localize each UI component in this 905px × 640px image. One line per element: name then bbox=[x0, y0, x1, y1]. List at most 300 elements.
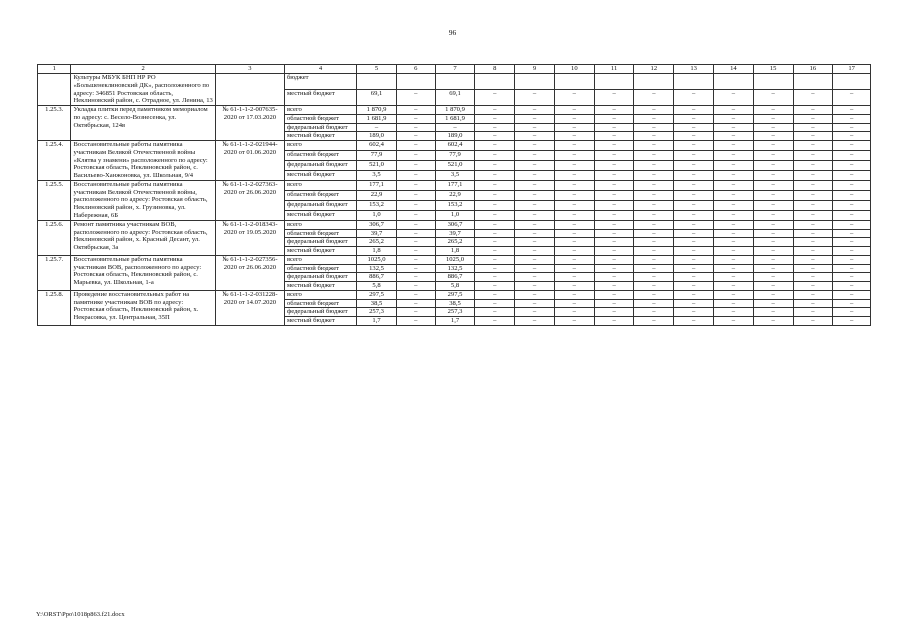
year-amount-cell: – bbox=[475, 123, 515, 132]
amount-cell: – bbox=[396, 290, 435, 299]
amount-cell: – bbox=[396, 161, 435, 171]
year-amount-cell: – bbox=[634, 220, 674, 229]
year-amount-cell: – bbox=[674, 229, 714, 238]
year-amount-cell: – bbox=[515, 238, 555, 247]
year-amount-cell: – bbox=[793, 132, 833, 141]
year-amount-cell: – bbox=[594, 255, 634, 264]
header-cell: 7 bbox=[435, 65, 475, 74]
funding-source: местный бюджет bbox=[284, 247, 356, 256]
amount-cell: 5,8 bbox=[357, 282, 397, 291]
year-amount-cell: – bbox=[515, 151, 555, 161]
year-amount-cell: – bbox=[674, 238, 714, 247]
amount-cell: 265,2 bbox=[435, 238, 475, 247]
amount-cell: 132,5 bbox=[435, 264, 475, 273]
year-amount-cell: – bbox=[833, 210, 871, 220]
year-amount-cell: – bbox=[594, 210, 634, 220]
year-amount-cell: – bbox=[793, 90, 833, 106]
amount-cell bbox=[357, 74, 397, 90]
amount-cell: 1 681,9 bbox=[357, 114, 397, 123]
year-amount-cell: – bbox=[594, 200, 634, 210]
year-amount-cell: – bbox=[793, 238, 833, 247]
year-amount-cell: – bbox=[554, 238, 594, 247]
year-amount-cell: – bbox=[833, 123, 871, 132]
year-amount-cell: – bbox=[475, 282, 515, 291]
year-amount-cell: – bbox=[793, 200, 833, 210]
amount-cell: 1 870,9 bbox=[435, 106, 475, 115]
year-amount-cell: – bbox=[475, 255, 515, 264]
year-amount-cell: – bbox=[594, 141, 634, 151]
year-amount-cell: – bbox=[793, 106, 833, 115]
amount-cell: 189,0 bbox=[435, 132, 475, 141]
year-amount-cell: – bbox=[753, 114, 793, 123]
year-amount-cell: – bbox=[554, 308, 594, 317]
amount-cell: – bbox=[396, 317, 435, 326]
year-amount-cell: – bbox=[554, 290, 594, 299]
item-description: Восстановительные работы памятника участникам ВОВ, расположенного по адресу: Ростовская область, Неклиновский район, с. Марьевка, ул. Школьная, 1-а bbox=[71, 255, 215, 290]
year-amount-cell: – bbox=[793, 180, 833, 190]
year-amount-cell: – bbox=[753, 90, 793, 106]
amount-cell: 177,1 bbox=[435, 180, 475, 190]
table-row bbox=[38, 290, 871, 299]
item-number: 1.25.3. bbox=[38, 106, 71, 141]
year-amount-cell: – bbox=[594, 132, 634, 141]
year-amount-cell bbox=[594, 74, 634, 90]
year-amount-cell: – bbox=[594, 238, 634, 247]
year-amount-cell: – bbox=[714, 255, 754, 264]
item-description: Культуры МБУК БНП НР РО «Большенеклиновский ДК», расположенного по адресу: 346851 Ростовская область, Неклиновский район, с. Отрадное, ул. Ленина, 13 bbox=[71, 74, 215, 106]
amount-cell bbox=[396, 74, 435, 90]
year-amount-cell: – bbox=[793, 210, 833, 220]
year-amount-cell bbox=[753, 74, 793, 90]
year-amount-cell: – bbox=[753, 317, 793, 326]
amount-cell: 3,5 bbox=[435, 170, 475, 180]
year-amount-cell: – bbox=[475, 264, 515, 273]
year-amount-cell: – bbox=[634, 114, 674, 123]
year-amount-cell: – bbox=[753, 220, 793, 229]
amount-cell: 1,8 bbox=[435, 247, 475, 256]
year-amount-cell: – bbox=[475, 299, 515, 308]
year-amount-cell: – bbox=[793, 308, 833, 317]
year-amount-cell: – bbox=[594, 308, 634, 317]
year-amount-cell: – bbox=[753, 308, 793, 317]
year-amount-cell: – bbox=[833, 180, 871, 190]
item-description: Ремонт памятника участникам ВОВ, расположенного по адресу: Ростовская область, Неклиновский район, х. Красный Десант, ул. Октябрьская, 3а bbox=[71, 220, 215, 255]
year-amount-cell: – bbox=[753, 180, 793, 190]
year-amount-cell: – bbox=[674, 317, 714, 326]
year-amount-cell: – bbox=[714, 282, 754, 291]
year-amount-cell: – bbox=[475, 317, 515, 326]
header-cell: 9 bbox=[515, 65, 555, 74]
year-amount-cell: – bbox=[594, 106, 634, 115]
year-amount-cell: – bbox=[753, 132, 793, 141]
amount-cell: 297,5 bbox=[357, 290, 397, 299]
year-amount-cell: – bbox=[594, 90, 634, 106]
year-amount-cell: – bbox=[833, 229, 871, 238]
year-amount-cell: – bbox=[674, 273, 714, 282]
year-amount-cell: – bbox=[793, 255, 833, 264]
year-amount-cell bbox=[714, 74, 754, 90]
funding-source: местный бюджет bbox=[284, 90, 356, 106]
header-cell: 16 bbox=[793, 65, 833, 74]
funding-source: местный бюджет bbox=[284, 282, 356, 291]
funding-source: местный бюджет bbox=[284, 170, 356, 180]
year-amount-cell: – bbox=[554, 132, 594, 141]
item-number: 1.25.5. bbox=[38, 180, 71, 220]
year-amount-cell: – bbox=[634, 123, 674, 132]
year-amount-cell: – bbox=[475, 114, 515, 123]
amount-cell: 153,2 bbox=[435, 200, 475, 210]
year-amount-cell: – bbox=[515, 132, 555, 141]
year-amount-cell: – bbox=[753, 255, 793, 264]
header-cell: 6 bbox=[396, 65, 435, 74]
year-amount-cell: – bbox=[475, 151, 515, 161]
item-registry-code: № 61-1-1-2-021944-2020 от 01.06.2020 bbox=[215, 141, 284, 181]
header-cell: 1 bbox=[38, 65, 71, 74]
amount-cell: – bbox=[396, 151, 435, 161]
year-amount-cell: – bbox=[753, 273, 793, 282]
year-amount-cell: – bbox=[515, 161, 555, 171]
year-amount-cell: – bbox=[714, 229, 754, 238]
amount-cell: – bbox=[396, 180, 435, 190]
amount-cell: 886,7 bbox=[357, 273, 397, 282]
header-cell: 17 bbox=[833, 65, 871, 74]
year-amount-cell: – bbox=[554, 255, 594, 264]
amount-cell: – bbox=[396, 273, 435, 282]
year-amount-cell: – bbox=[515, 114, 555, 123]
year-amount-cell: – bbox=[714, 273, 754, 282]
amount-cell: 5,8 bbox=[435, 282, 475, 291]
year-amount-cell: – bbox=[833, 264, 871, 273]
header-cell: 11 bbox=[594, 65, 634, 74]
year-amount-cell: – bbox=[594, 282, 634, 291]
amount-cell: 306,7 bbox=[357, 220, 397, 229]
item-description: Восстановительные работы памятника участникам Великой Отечественной войны, расположенного по адресу: Ростовская область, Неклиновский район, х. Грузиновка, ул. Набережная, 6Б bbox=[71, 180, 215, 220]
header-cell: 5 bbox=[357, 65, 397, 74]
amount-cell: 177,1 bbox=[357, 180, 397, 190]
amount-cell: 265,2 bbox=[357, 238, 397, 247]
year-amount-cell: – bbox=[634, 317, 674, 326]
year-amount-cell: – bbox=[753, 282, 793, 291]
year-amount-cell: – bbox=[674, 190, 714, 200]
year-amount-cell: – bbox=[594, 220, 634, 229]
year-amount-cell: – bbox=[594, 264, 634, 273]
year-amount-cell: – bbox=[833, 273, 871, 282]
year-amount-cell bbox=[833, 74, 871, 90]
year-amount-cell: – bbox=[753, 106, 793, 115]
year-amount-cell: – bbox=[594, 299, 634, 308]
amount-cell: 1 870,9 bbox=[357, 106, 397, 115]
year-amount-cell: – bbox=[714, 114, 754, 123]
year-amount-cell: – bbox=[594, 170, 634, 180]
funding-source: федеральный бюджет bbox=[284, 238, 356, 247]
year-amount-cell: – bbox=[833, 114, 871, 123]
amount-cell: 22,9 bbox=[357, 190, 397, 200]
year-amount-cell: – bbox=[674, 170, 714, 180]
year-amount-cell: – bbox=[554, 200, 594, 210]
year-amount-cell: – bbox=[833, 308, 871, 317]
year-amount-cell: – bbox=[594, 114, 634, 123]
budget-table bbox=[37, 64, 871, 326]
year-amount-cell: – bbox=[634, 282, 674, 291]
amount-cell: 257,3 bbox=[357, 308, 397, 317]
year-amount-cell: – bbox=[634, 247, 674, 256]
amount-cell: – bbox=[396, 90, 435, 106]
year-amount-cell: – bbox=[714, 190, 754, 200]
year-amount-cell: – bbox=[594, 247, 634, 256]
year-amount-cell: – bbox=[753, 299, 793, 308]
year-amount-cell: – bbox=[554, 220, 594, 229]
year-amount-cell: – bbox=[515, 247, 555, 256]
year-amount-cell: – bbox=[554, 317, 594, 326]
funding-source: федеральный бюджет bbox=[284, 161, 356, 171]
year-amount-cell: – bbox=[833, 200, 871, 210]
year-amount-cell: – bbox=[793, 247, 833, 256]
year-amount-cell: – bbox=[515, 220, 555, 229]
header-cell: 8 bbox=[475, 65, 515, 74]
year-amount-cell: – bbox=[793, 220, 833, 229]
year-amount-cell: – bbox=[714, 220, 754, 229]
item-description: Укладка плитки перед памятником мемориалом по адресу: с. Весело-Вознесенка, ул. Октябрьская, 124в bbox=[71, 106, 215, 141]
year-amount-cell: – bbox=[714, 299, 754, 308]
year-amount-cell: – bbox=[515, 200, 555, 210]
year-amount-cell: – bbox=[634, 90, 674, 106]
year-amount-cell: – bbox=[475, 247, 515, 256]
amount-cell: – bbox=[396, 247, 435, 256]
year-amount-cell: – bbox=[634, 299, 674, 308]
year-amount-cell: – bbox=[753, 141, 793, 151]
year-amount-cell: – bbox=[714, 170, 754, 180]
amount-cell: 77,9 bbox=[357, 151, 397, 161]
year-amount-cell: – bbox=[833, 299, 871, 308]
year-amount-cell: – bbox=[475, 161, 515, 171]
year-amount-cell: – bbox=[594, 317, 634, 326]
item-number: 1.25.8. bbox=[38, 290, 71, 325]
year-amount-cell: – bbox=[674, 180, 714, 190]
header-cell: 13 bbox=[674, 65, 714, 74]
year-amount-cell: – bbox=[554, 180, 594, 190]
year-amount-cell: – bbox=[833, 132, 871, 141]
item-registry-code: № 61-1-1-2-027356-2020 от 26.06.2020 bbox=[215, 255, 284, 290]
year-amount-cell: – bbox=[753, 247, 793, 256]
year-amount-cell: – bbox=[634, 290, 674, 299]
year-amount-cell: – bbox=[714, 161, 754, 171]
amount-cell: – bbox=[396, 299, 435, 308]
funding-source: областной бюджет bbox=[284, 151, 356, 161]
item-registry-code bbox=[215, 74, 284, 106]
item-description: Проведение восстановительных работ на памятнике участникам ВОВ по адресу: Ростовская область, Неклиновский район, х. Некрасовка, ул. Центральная, 35П bbox=[71, 290, 215, 325]
year-amount-cell: – bbox=[515, 299, 555, 308]
year-amount-cell bbox=[475, 74, 515, 90]
funding-source: бюджет bbox=[284, 74, 356, 90]
year-amount-cell: – bbox=[833, 290, 871, 299]
amount-cell: – bbox=[396, 229, 435, 238]
amount-cell: – bbox=[396, 308, 435, 317]
year-amount-cell: – bbox=[515, 264, 555, 273]
year-amount-cell: – bbox=[753, 190, 793, 200]
year-amount-cell: – bbox=[714, 151, 754, 161]
year-amount-cell: – bbox=[634, 238, 674, 247]
funding-source: федеральный бюджет bbox=[284, 200, 356, 210]
funding-source: всего bbox=[284, 290, 356, 299]
amount-cell: – bbox=[396, 210, 435, 220]
year-amount-cell: – bbox=[515, 282, 555, 291]
item-description: Восстановительные работы памятника участникам Великой Отечественной войны «Клятва у знамени» расположенного по адресу: Ростовская область, Неклиновский район, с. Васильево-Ханжоновка, ул. Школьная, 9/4 bbox=[71, 141, 215, 181]
amount-cell: – bbox=[396, 170, 435, 180]
item-registry-code: № 61-1-1-2-027363-2020 от 26.06.2020 bbox=[215, 180, 284, 220]
amount-cell: 521,0 bbox=[435, 161, 475, 171]
year-amount-cell: – bbox=[753, 238, 793, 247]
year-amount-cell: – bbox=[634, 229, 674, 238]
table-row bbox=[38, 141, 871, 151]
header-cell: 15 bbox=[753, 65, 793, 74]
year-amount-cell: – bbox=[475, 132, 515, 141]
table-row bbox=[38, 180, 871, 190]
funding-source: областной бюджет bbox=[284, 229, 356, 238]
amount-cell: 257,3 bbox=[435, 308, 475, 317]
amount-cell: – bbox=[396, 282, 435, 291]
year-amount-cell: – bbox=[793, 282, 833, 291]
year-amount-cell: – bbox=[753, 151, 793, 161]
amount-cell: – bbox=[396, 220, 435, 229]
year-amount-cell: – bbox=[634, 180, 674, 190]
year-amount-cell: – bbox=[674, 141, 714, 151]
item-number bbox=[38, 74, 71, 106]
year-amount-cell: – bbox=[515, 141, 555, 151]
year-amount-cell: – bbox=[833, 161, 871, 171]
year-amount-cell: – bbox=[554, 151, 594, 161]
table-row bbox=[38, 106, 871, 115]
amount-cell: – bbox=[435, 123, 475, 132]
header-cell: 10 bbox=[554, 65, 594, 74]
year-amount-cell: – bbox=[674, 255, 714, 264]
table-body bbox=[38, 65, 871, 326]
amount-cell: 39,7 bbox=[435, 229, 475, 238]
year-amount-cell: – bbox=[475, 220, 515, 229]
funding-source: федеральный бюджет bbox=[284, 273, 356, 282]
amount-cell: 69,1 bbox=[357, 90, 397, 106]
year-amount-cell: – bbox=[833, 220, 871, 229]
year-amount-cell: – bbox=[554, 106, 594, 115]
year-amount-cell: – bbox=[634, 255, 674, 264]
year-amount-cell: – bbox=[515, 273, 555, 282]
amount-cell: – bbox=[396, 238, 435, 247]
header-row bbox=[38, 65, 871, 74]
year-amount-cell: – bbox=[634, 264, 674, 273]
amount-cell: 306,7 bbox=[435, 220, 475, 229]
amount-cell bbox=[435, 74, 475, 90]
year-amount-cell: – bbox=[475, 290, 515, 299]
amount-cell: 22,9 bbox=[435, 190, 475, 200]
funding-source: всего bbox=[284, 220, 356, 229]
year-amount-cell: – bbox=[515, 90, 555, 106]
year-amount-cell: – bbox=[793, 273, 833, 282]
funding-source: всего bbox=[284, 180, 356, 190]
year-amount-cell: – bbox=[634, 106, 674, 115]
year-amount-cell: – bbox=[714, 317, 754, 326]
year-amount-cell: – bbox=[515, 210, 555, 220]
amount-cell: – bbox=[396, 106, 435, 115]
year-amount-cell: – bbox=[833, 106, 871, 115]
amount-cell: 189,0 bbox=[357, 132, 397, 141]
amount-cell: 1,0 bbox=[435, 210, 475, 220]
header-cell: 4 bbox=[284, 65, 356, 74]
year-amount-cell: – bbox=[674, 200, 714, 210]
year-amount-cell: – bbox=[594, 161, 634, 171]
amount-cell: – bbox=[396, 190, 435, 200]
year-amount-cell: – bbox=[753, 161, 793, 171]
year-amount-cell: – bbox=[793, 229, 833, 238]
year-amount-cell: – bbox=[833, 170, 871, 180]
year-amount-cell: – bbox=[475, 90, 515, 106]
year-amount-cell: – bbox=[475, 210, 515, 220]
year-amount-cell: – bbox=[515, 317, 555, 326]
year-amount-cell: – bbox=[714, 141, 754, 151]
year-amount-cell: – bbox=[793, 264, 833, 273]
amount-cell: 1,7 bbox=[357, 317, 397, 326]
year-amount-cell: – bbox=[674, 114, 714, 123]
table-row bbox=[38, 255, 871, 264]
amount-cell: – bbox=[396, 141, 435, 151]
year-amount-cell: – bbox=[714, 238, 754, 247]
item-number: 1.25.4. bbox=[38, 141, 71, 181]
year-amount-cell: – bbox=[793, 151, 833, 161]
amount-cell: 521,0 bbox=[357, 161, 397, 171]
amount-cell: 39,7 bbox=[357, 229, 397, 238]
year-amount-cell: – bbox=[674, 299, 714, 308]
funding-source: федеральный бюджет bbox=[284, 123, 356, 132]
year-amount-cell: – bbox=[753, 264, 793, 273]
year-amount-cell: – bbox=[793, 123, 833, 132]
year-amount-cell: – bbox=[833, 151, 871, 161]
year-amount-cell: – bbox=[515, 106, 555, 115]
year-amount-cell: – bbox=[634, 151, 674, 161]
year-amount-cell: – bbox=[475, 273, 515, 282]
funding-source: областной бюджет bbox=[284, 190, 356, 200]
year-amount-cell: – bbox=[554, 190, 594, 200]
year-amount-cell: – bbox=[634, 170, 674, 180]
amount-cell: 153,2 bbox=[357, 200, 397, 210]
year-amount-cell: – bbox=[714, 264, 754, 273]
year-amount-cell bbox=[515, 74, 555, 90]
funding-source: всего bbox=[284, 106, 356, 115]
year-amount-cell: – bbox=[753, 290, 793, 299]
year-amount-cell: – bbox=[475, 200, 515, 210]
year-amount-cell: – bbox=[753, 210, 793, 220]
year-amount-cell: – bbox=[515, 190, 555, 200]
year-amount-cell bbox=[634, 74, 674, 90]
year-amount-cell: – bbox=[793, 170, 833, 180]
year-amount-cell: – bbox=[475, 141, 515, 151]
year-amount-cell: – bbox=[674, 90, 714, 106]
year-amount-cell: – bbox=[674, 132, 714, 141]
amount-cell: 1,7 bbox=[435, 317, 475, 326]
amount-cell: 3,5 bbox=[357, 170, 397, 180]
year-amount-cell: – bbox=[793, 317, 833, 326]
year-amount-cell: – bbox=[714, 290, 754, 299]
year-amount-cell: – bbox=[554, 229, 594, 238]
funding-source: всего bbox=[284, 255, 356, 264]
funding-source: федеральный бюджет bbox=[284, 308, 356, 317]
year-amount-cell: – bbox=[475, 180, 515, 190]
amount-cell: – bbox=[396, 200, 435, 210]
year-amount-cell: – bbox=[714, 308, 754, 317]
year-amount-cell: – bbox=[634, 273, 674, 282]
year-amount-cell: – bbox=[634, 200, 674, 210]
year-amount-cell: – bbox=[674, 264, 714, 273]
year-amount-cell: – bbox=[793, 114, 833, 123]
year-amount-cell: – bbox=[793, 161, 833, 171]
year-amount-cell: – bbox=[594, 190, 634, 200]
